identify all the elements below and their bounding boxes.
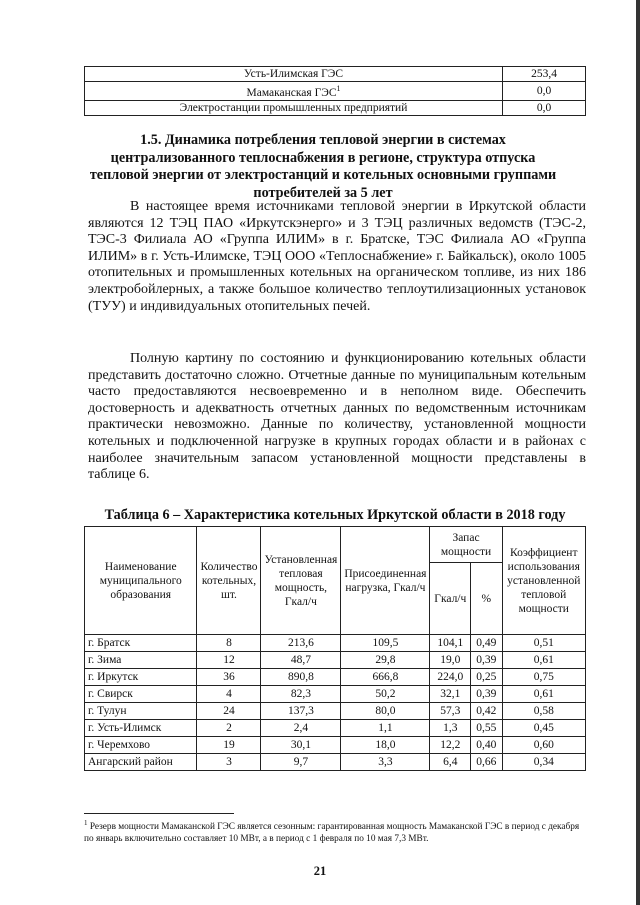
cell-installed: 48,7 <box>261 652 341 669</box>
header-count: Количество котельных, шт. <box>197 527 261 635</box>
power-plant-row <box>85 100 586 115</box>
cell-reserve-pct: 0,49 <box>471 635 502 652</box>
cell-connected: 1,1 <box>341 720 430 737</box>
power-plant-name <box>85 100 503 115</box>
cell-reserve-gcal: 224,0 <box>430 669 471 686</box>
power-plant-value: 0,0 <box>503 82 586 101</box>
footnote-text: Резерв мощности Мамаканской ГЭС является сезонным: гарантированная мощность Мамаканской ГЭС в период с декабря по январь включительно составляет 10 МВт, а в период с 1 февраля по 10 мая 7,3 МВт. <box>84 822 580 845</box>
cell-installed: 30,1 <box>261 737 341 754</box>
cell-connected: 3,3 <box>341 754 430 771</box>
power-plant-name-text: Электростанции промышленных предприятий <box>179 101 408 114</box>
cell-reserve-gcal: 104,1 <box>430 635 471 652</box>
cell-count: 36 <box>197 669 261 686</box>
section-heading: 1.5. Динамика потребления тепловой энергии в системах централизованного теплоснабжения в регионе, структура отпуска тепловой энергии от электростанций и котельных основными группами потребителей за 5 лет <box>89 132 557 201</box>
cell-municipality: г. Свирск <box>85 686 197 703</box>
footnote-rule <box>84 813 234 814</box>
table-row <box>85 703 586 720</box>
power-plant-row <box>85 67 586 82</box>
cell-count: 24 <box>197 703 261 720</box>
cell-connected: 29,8 <box>341 652 430 669</box>
footnote <box>84 817 586 845</box>
boiler-table <box>84 526 586 771</box>
paragraph-2 <box>88 351 586 484</box>
cell-municipality: г. Братск <box>85 635 197 652</box>
cell-coefficient: 0,60 <box>502 737 585 754</box>
boiler-table-head <box>85 527 586 635</box>
cell-municipality: г. Тулун <box>85 703 197 720</box>
cell-coefficient: 0,34 <box>502 754 585 771</box>
table-row <box>85 737 586 754</box>
cell-count: 4 <box>197 686 261 703</box>
power-plant-name-text: Мамаканская ГЭС <box>246 86 337 99</box>
cell-coefficient: 0,51 <box>502 635 585 652</box>
paragraph-1-text: В настоящее время источниками тепловой энергии в Иркутской области являются 12 ТЭЦ ПАО «Иркутскэнерго» и 3 ТЭЦ различных ведомств (ТЭС-2, ТЭС-3 Филиала АО «Группа ИЛИМ» в г. Братске, ТЭС Филиала АО «Группа ИЛИМ» в г. Усть-Илимске, ТЭЦ ООО «Теплоснабжение» г. Байкальск), около 1005 отопительных и промышленных котельных на органическом топливе, из них 186 электробойлерных, а также большое количество теплоутилизационных установок (ТУУ) и индивидуальных отопительных печей. <box>88 199 586 314</box>
power-plant-table <box>84 66 586 116</box>
cell-reserve-pct: 0,40 <box>471 737 502 754</box>
power-plant-name-text: Усть-Илимская ГЭС <box>243 68 344 80</box>
cell-installed: 2,4 <box>261 720 341 737</box>
footnote-ref: 1 <box>336 84 341 93</box>
table-row <box>85 686 586 703</box>
cell-installed: 213,6 <box>261 635 341 652</box>
table-caption: Таблица 6 – Характеристика котельных Иркутской области в 2018 году <box>104 507 566 523</box>
footnote-mark: 1 <box>84 819 88 827</box>
table-row <box>85 652 586 669</box>
cell-installed: 137,3 <box>261 703 341 720</box>
table-row <box>85 754 586 771</box>
power-plant-row <box>85 82 586 101</box>
cell-reserve-pct: 0,55 <box>471 720 502 737</box>
cell-count: 19 <box>197 737 261 754</box>
cell-connected: 50,2 <box>341 686 430 703</box>
cell-connected: 80,0 <box>341 703 430 720</box>
cell-connected: 18,0 <box>341 737 430 754</box>
cell-reserve-gcal: 57,3 <box>430 703 471 720</box>
cell-municipality: Ангарский район <box>85 754 197 771</box>
cell-count: 12 <box>197 652 261 669</box>
header-installed: Установленная тепловая мощность, Гкал/ч <box>261 527 341 635</box>
cell-reserve-pct: 0,42 <box>471 703 502 720</box>
cell-coefficient: 0,58 <box>502 703 585 720</box>
power-plant-name <box>85 82 503 101</box>
cell-municipality: г. Черемхово <box>85 737 197 754</box>
power-plant-value: 253,4 <box>503 67 586 82</box>
power-plant-table-body <box>85 67 586 116</box>
cell-reserve-gcal: 6,4 <box>430 754 471 771</box>
header-coefficient: Коэффициент использования установленной тепловой мощности <box>502 527 585 635</box>
paragraph-1 <box>88 199 586 315</box>
table-row <box>85 635 586 652</box>
paragraph-2-text: Полную картину по состоянию и функционированию котельных области представить достаточно сложно. Отчетные данные по муниципальным котельным часто предоставляются несвоевременно и в неполном виде. Обеспечить достоверность и адекватность отчетных данных по ведомственным источникам практически невозможно. Данные по количеству, установленной мощности котельных и подключенной нагрузке в крупных городах области и в районах с наиболее значительным запасом установленной мощности представлены в таблице 6. <box>88 351 586 483</box>
cell-reserve-gcal: 32,1 <box>430 686 471 703</box>
cell-reserve-pct: 0,39 <box>471 652 502 669</box>
cell-reserve-pct: 0,66 <box>471 754 502 771</box>
cell-reserve-pct: 0,25 <box>471 669 502 686</box>
header-reserve-gcal: Гкал/ч <box>430 563 471 635</box>
cell-installed: 890,8 <box>261 669 341 686</box>
cell-coefficient: 0,61 <box>502 686 585 703</box>
power-plant-value: 0,0 <box>503 100 586 115</box>
cell-reserve-gcal: 12,2 <box>430 737 471 754</box>
cell-count: 2 <box>197 720 261 737</box>
cell-connected: 666,8 <box>341 669 430 686</box>
header-reserve: Запас мощности <box>430 527 502 563</box>
cell-coefficient: 0,75 <box>502 669 585 686</box>
cell-installed: 9,7 <box>261 754 341 771</box>
power-plant-name <box>85 67 503 82</box>
header-municipality: Наименование муниципального образования <box>85 527 197 635</box>
cell-coefficient: 0,45 <box>502 720 585 737</box>
cell-connected: 109,5 <box>341 635 430 652</box>
header-connected: Присоединенная нагрузка, Гкал/ч <box>341 527 430 635</box>
header-reserve-pct: % <box>471 563 502 635</box>
cell-count: 3 <box>197 754 261 771</box>
cell-municipality: г. Иркутск <box>85 669 197 686</box>
cell-municipality: г. Усть-Илимск <box>85 720 197 737</box>
table-row <box>85 720 586 737</box>
boiler-table-body <box>85 635 586 771</box>
cell-reserve-gcal: 1,3 <box>430 720 471 737</box>
cell-reserve-pct: 0,39 <box>471 686 502 703</box>
scan-edge <box>636 0 640 905</box>
table-row <box>85 669 586 686</box>
cell-coefficient: 0,61 <box>502 652 585 669</box>
page-number: 21 <box>313 864 327 878</box>
cell-installed: 82,3 <box>261 686 341 703</box>
cell-reserve-gcal: 19,0 <box>430 652 471 669</box>
cell-municipality: г. Зима <box>85 652 197 669</box>
cell-count: 8 <box>197 635 261 652</box>
